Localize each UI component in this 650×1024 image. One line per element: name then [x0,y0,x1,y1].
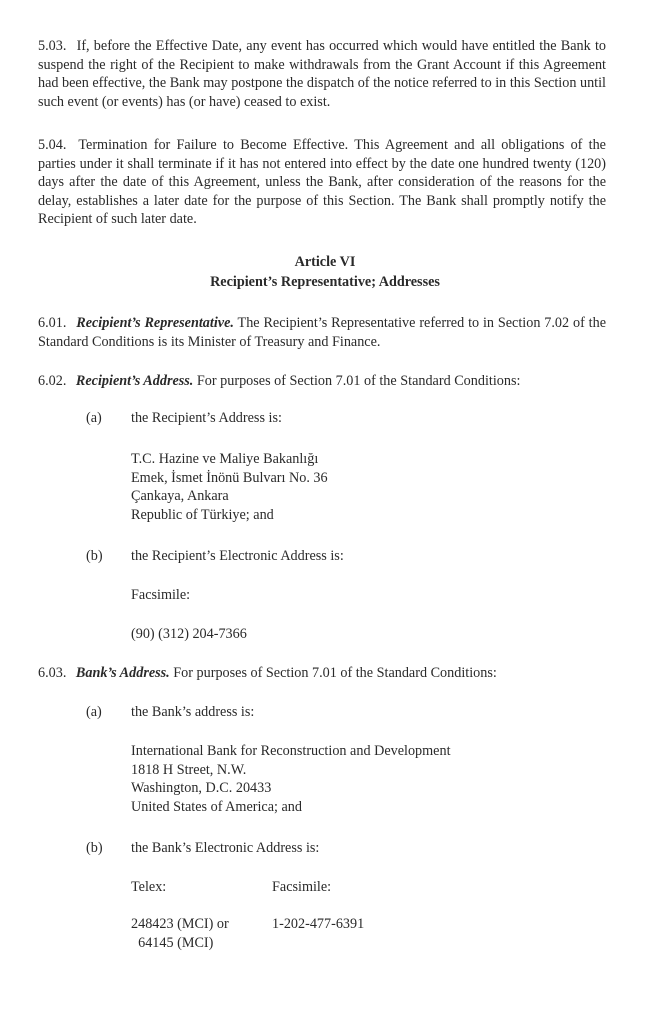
section-text: If, before the Effective Date, any event has occurred which would have entitled the Bank to suspend the right of the Recipient to make withdrawals from the Grant Account if this Agreement had been effective, the Bank may postpone the dispatch of the notice referred to in this Section until such event (or events) has (or have) ceased to exist. [38,38,606,110]
section-title: Recipient’s Representative. [76,315,234,331]
section-5-04 [38,136,606,229]
section-5-03 [38,37,606,111]
item-label: (b) [86,840,103,856]
bank-address: International Bank for Reconstruction and Development 1818 H Street, N.W. Washington, D.C. 20433 United States of America; and [131,743,451,815]
section-6-03 [38,664,606,683]
article-title: Article VI [294,254,356,270]
section-text: The Recipient’s Representative referred to in Section 7.02 of the Standard Conditions is its Minister of Treasury and Finance. [38,315,606,350]
section-text: For purposes of Section 7.01 of the Standard Conditions: [196,373,521,389]
section-text: Termination for Failure to Become Effective. This Agreement and all obligations of the parties under it shall terminate if it has not entered into effect by the date one hundred twenty (120) days after the date of this Agreement, unless the Bank, after consideration of the reasons for the delay, establishes a later date for the purpose of this Section. The Bank shall promptly notify the Recipient of such later date. [38,137,606,228]
section-number: 6.01. [38,315,67,331]
section-title: Recipient’s Address. [75,373,194,389]
telex-number: 248423 (MCI) or 64145 (MCI) [131,916,229,951]
item-label: (b) [86,548,103,564]
recipient-address: T.C. Hazine ve Maliye Bakanlığı Emek, İsmet İnönü Bulvarı No. 36 Çankaya, Ankara Republic of Türkiye; and [131,451,328,523]
item-label: (a) [86,410,102,426]
telex-label: Telex: [131,879,167,895]
section-6-01 [38,314,606,351]
article-subtitle: Recipient’s Representative; Addresses [210,274,440,290]
facsimile-label: Facsimile: [131,587,191,603]
facsimile-label: Facsimile: [272,879,332,895]
item-text: the Bank’s Electronic Address is: [131,840,320,856]
section-number: 5.03. [38,38,67,54]
item-label: (a) [86,704,102,720]
section-text: For purposes of Section 7.01 of the Standard Conditions: [173,665,497,681]
facsimile-number: 1-202-477-6391 [272,916,365,932]
section-number: 6.03. [38,665,67,681]
item-text: the Bank’s address is: [131,704,255,720]
section-number: 5.04. [38,137,67,153]
section-title: Bank’s Address. [75,665,170,681]
item-text: the Recipient’s Address is: [131,410,282,426]
section-number: 6.02. [38,373,67,389]
section-6-02 [38,372,606,391]
item-text: the Recipient’s Electronic Address is: [131,548,344,564]
facsimile-number: (90) (312) 204-7366 [131,626,247,642]
